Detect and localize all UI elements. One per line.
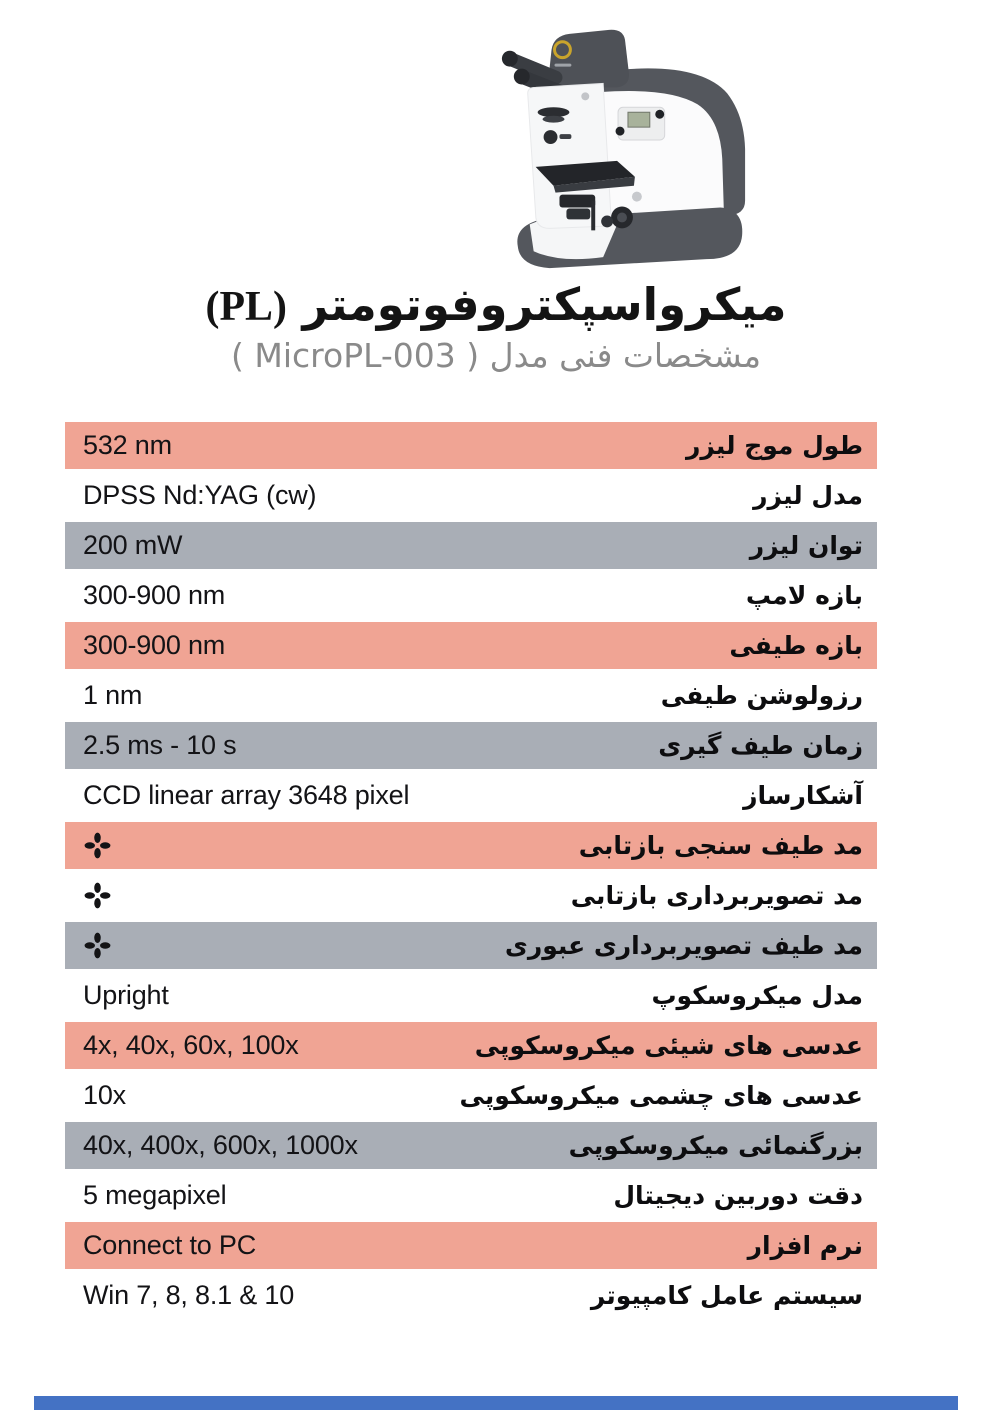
spec-value: 200 mW — [83, 530, 183, 560]
spec-row — [65, 522, 877, 569]
spec-label: بازه لامپ — [745, 581, 863, 610]
spec-row — [65, 922, 877, 969]
spec-row — [65, 672, 877, 719]
spec-label: عدسی های شیئی میکروسکوپی — [474, 1031, 863, 1060]
spec-row — [65, 422, 877, 469]
spec-label: زمان طیف گیری — [658, 731, 863, 760]
spec-value: 10x — [83, 1080, 126, 1110]
spec-value: Win 7, 8, 8.1 & 10 — [83, 1280, 295, 1310]
spec-value: Connect to PC — [83, 1230, 256, 1260]
spec-row — [65, 572, 877, 619]
spec-row — [65, 972, 877, 1019]
spec-label: مدل لیزر — [753, 481, 863, 510]
footer-blue-rule — [34, 1396, 958, 1410]
spec-table — [65, 422, 877, 1322]
spec-value — [83, 881, 112, 910]
spec-row — [65, 872, 877, 919]
spec-value: 532 nm — [83, 430, 172, 460]
page-subtitle: مشخصات فنی مدل ( MicroPL-003 ) — [231, 336, 761, 376]
spec-label: عدسی های چشمی میکروسکوپی — [459, 1081, 863, 1110]
spec-label: مد طیف تصویربرداری عبوری — [504, 931, 863, 960]
spec-row — [65, 1172, 877, 1219]
spec-row — [65, 1072, 877, 1119]
spec-row — [65, 1222, 877, 1269]
spec-value — [83, 831, 112, 860]
spec-label: بازه طیفی — [729, 631, 863, 660]
spec-label: طول موج لیزر — [685, 431, 863, 460]
spec-row — [65, 622, 877, 669]
spec-label: دقت دوربین دیجیتال — [613, 1181, 863, 1210]
spec-label: نرم افزار — [747, 1231, 863, 1260]
spec-value: 300-900 nm — [83, 630, 226, 660]
upright-microscope-illustration — [483, 10, 763, 278]
spec-row — [65, 1272, 877, 1319]
spec-label: مدل میکروسکوپ — [651, 981, 863, 1010]
spec-value: CCD linear array 3648 pixel — [83, 780, 410, 810]
four-petal-asterisk-icon — [83, 931, 112, 960]
spec-value: 1 nm — [83, 680, 143, 710]
spec-label: رزولوشن طیفی — [660, 681, 863, 710]
page-title-persian: میکرواسپکتروفوتومتر — [302, 278, 787, 331]
spec-row — [65, 1122, 877, 1169]
spec-row — [65, 1022, 877, 1069]
four-petal-asterisk-icon — [83, 881, 112, 910]
spec-value: 4x, 40x, 60x, 100x — [83, 1030, 299, 1060]
spec-label: مد تصویربرداری بازتابی — [570, 881, 863, 910]
spec-value: DPSS Nd:YAG (cw) — [83, 480, 317, 510]
spec-value — [83, 931, 112, 960]
spec-row — [65, 772, 877, 819]
spec-row — [65, 822, 877, 869]
spec-label: آشکارساز — [743, 781, 863, 810]
spec-value: 300-900 nm — [83, 580, 226, 610]
spec-value: 5 megapixel — [83, 1180, 227, 1210]
spec-value: 2.5 ms - 10 s — [83, 730, 237, 760]
spec-value: 40x, 400x, 600x, 1000x — [83, 1130, 358, 1160]
spec-row — [65, 472, 877, 519]
spec-label: مد طیف سنجی بازتابی — [578, 831, 863, 860]
spec-row — [65, 722, 877, 769]
spec-value: Upright — [83, 980, 169, 1010]
four-petal-asterisk-icon — [83, 831, 112, 860]
spec-label: بزرگنمائی میکروسکوپی — [568, 1131, 863, 1160]
lcd-screen — [628, 112, 650, 127]
spec-label: سیستم عامل کامپیوتر — [590, 1281, 863, 1310]
title-block — [0, 279, 992, 375]
page-title-latin: (PL) — [205, 284, 287, 330]
page-title — [0, 279, 992, 331]
spec-label: توان لیزر — [749, 531, 863, 560]
